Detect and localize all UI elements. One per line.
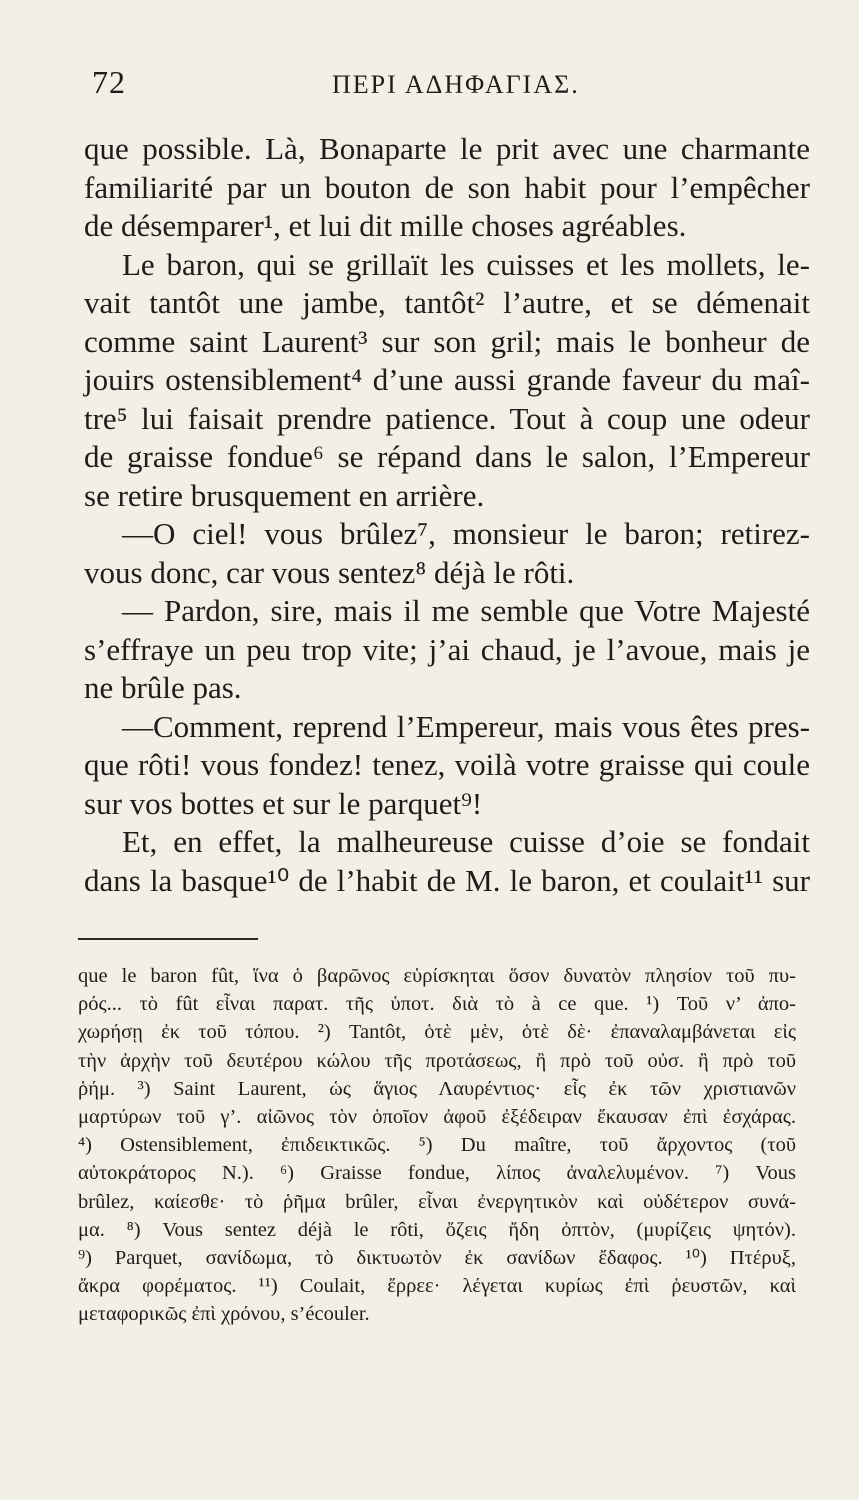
body-line: ne brûle pas. <box>84 670 242 705</box>
footnote-line: que le baron fût, ἵνα ὁ βαρῶνος εὑρίσκηται ὅσον δυνατὸν πλησίον τοῦ πυ- <box>78 965 796 987</box>
footnote-line: ἄκρα φορέματος. ¹¹) Coulait, ἔρρεε· λέγεται κυρίως ἐπὶ ῥευστῶν, καὶ <box>78 1275 796 1298</box>
footnote-line: μαρτύρων τοῦ γ’. αἰῶνος τὸν ὁποῖον ἀφοῦ ἐξέδειραν ἔκαυσαν ἐπὶ ἐσχάρας. <box>78 1106 796 1129</box>
body-line: que possible. Là, Bonaparte le prit avec une charmante <box>84 131 810 166</box>
footnote-line: ῥήμ. ³) Saint Laurent, ὡς ἅγιος Λαυρέντιος· εἷς ἐκ τῶν χριστιανῶν <box>78 1077 796 1100</box>
running-head: ΠΕΡΙ ΑΔΗΦΑΓΙΑΣ. <box>332 70 580 99</box>
page-header <box>92 60 804 110</box>
main-text <box>84 130 810 900</box>
footnote-line: ⁹) Parquet, σανίδωμα, τὸ δικτυωτὸν ἐκ σανίδων ἔδαφος. ¹⁰) Πτέρυξ, <box>78 1247 796 1270</box>
body-line: s’effraye un peu trop vite; j’ai chaud, je l’avoue, mais je <box>84 631 810 667</box>
footnote-divider <box>78 938 258 940</box>
body-line: jouirs ostensiblement⁴ d’une aussi grande faveur du maî- <box>84 362 810 397</box>
body-line: familiarité par un bouton de son habit pour l’empêcher <box>84 169 810 205</box>
body-line: dans la basque¹⁰ de l’habit de M. le baron, et coulait¹¹ sur <box>84 862 810 898</box>
footnote-line: αὐτοκράτορος N.). ⁶) Graisse fondue, λίπος ἀναλελυμένον. ⁷) Vous <box>78 1162 796 1185</box>
body-line: tre⁵ lui faisait prendre patience. Tout à coup une odeur <box>84 400 810 436</box>
body-line: de désemparer¹, et lui dit mille choses agréables. <box>84 208 687 243</box>
body-line: vous donc, car vous sentez⁸ déjà le rôti. <box>84 554 575 590</box>
page-number: 72 <box>92 64 126 100</box>
body-line: sur vos bottes et sur le parquet⁹! <box>84 785 483 821</box>
footnote-line: μεταφορικῶς ἐπὶ χρόνου, s’écouler. <box>78 1303 370 1326</box>
footnote-line: χωρήσῃ ἐκ τοῦ τόπου. ²) Tantôt, ὁτὲ μὲν, ὁτὲ δὲ· ἐπαναλαμβάνεται εἰς <box>78 1021 796 1044</box>
body-line: se retire brusquement en arrière. <box>84 477 485 513</box>
body-line: — Pardon, sire, mais il me semble que Votre Majesté <box>122 593 810 628</box>
body-line: que rôti! vous fondez! tenez, voilà votre graisse qui coule <box>84 747 810 782</box>
footnote-line: brûlez, καίεσθε· τὸ ῥῆμα brûler, εἶναι ἐνεργητικὸν καὶ οὐδέτερον συνά- <box>78 1190 796 1213</box>
footnote-line: τὴν ἀρχὴν τοῦ δευτέρου κώλου τῆς προτάσεως, ἢ πρὸ τοῦ οὐσ. ἢ πρὸ τοῦ <box>78 1049 796 1072</box>
body-line: Le baron, qui se grillaït les cuisses et les mollets, le- <box>122 246 810 282</box>
body-line: vait tantôt une jambe, tantôt² l’autre, et se démenait <box>84 285 810 320</box>
body-line: comme saint Laurent³ sur son gril; mais le bonheur de <box>84 323 810 359</box>
body-line: Et, en effet, la malheureuse cuisse d’oie se fondait <box>122 824 810 859</box>
body-line: —O ciel! vous brûlez⁷, monsieur le baron; retirez- <box>122 516 810 551</box>
footnotes <box>78 962 796 1329</box>
footnote-line: ⁴) Ostensiblement, ἐπιδεικτικῶς. ⁵) Du maître, τοῦ ἄρχοντος (τοῦ <box>78 1134 796 1157</box>
footnote-line: μα. ⁸) Vous sentez déjà le rôti, ὄζεις ἤδη ὀπτὸν, (μυρίζεις ψητόν). <box>78 1218 796 1241</box>
footnote-line: ρός... τὸ fût εἶναι παρατ. τῆς ὑποτ. διὰ τὸ à ce que. ¹) Τοῦ ν’ ἀπο- <box>78 993 796 1016</box>
body-line: —Comment, reprend l’Empereur, mais vous êtes pres- <box>122 708 810 744</box>
body-line: de graisse fondue⁶ se répand dans le salon, l’Empereur <box>84 439 810 474</box>
